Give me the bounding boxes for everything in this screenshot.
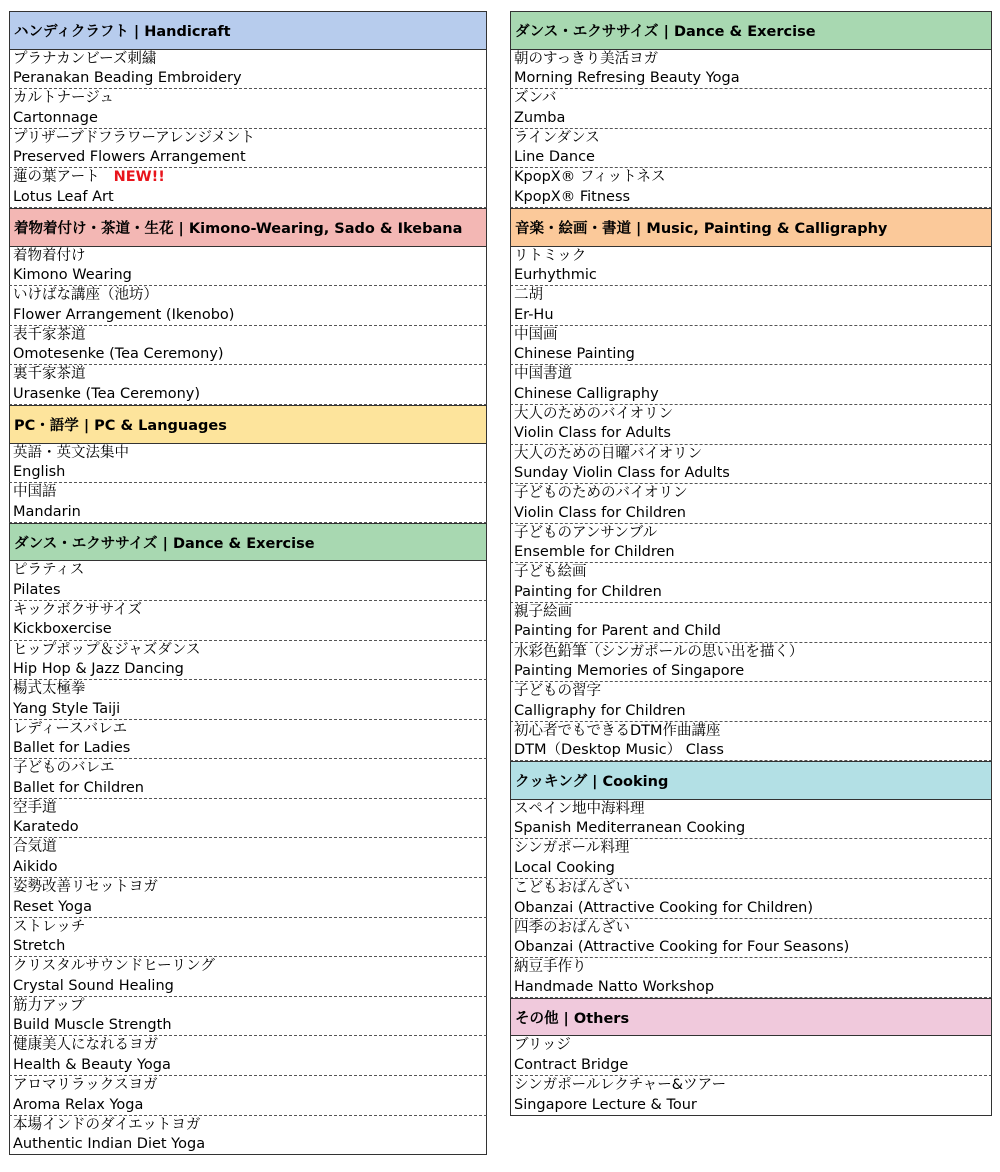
left-column bbox=[9, 11, 487, 1155]
course-name-en: Reset Yoga bbox=[13, 898, 93, 915]
course-item bbox=[9, 247, 487, 287]
course-name-en: Urasenke (Tea Ceremony) bbox=[13, 385, 201, 402]
course-name-jp bbox=[13, 838, 486, 858]
section-header-music-painting-calligraphy: 音楽・絵画・書道 | Music, Painting & Calligraphy bbox=[510, 208, 992, 247]
course-name-jp-text: キックボクササイズ bbox=[13, 601, 143, 618]
course-name-jp-text: 初心者でもできるDTM作曲講座 bbox=[514, 722, 721, 739]
course-name-jp-text: アロマリラックスヨガ bbox=[13, 1077, 158, 1094]
course-name-en: Violin Class for Children bbox=[514, 504, 686, 521]
course-name-jp bbox=[13, 129, 486, 149]
course-name-jp bbox=[13, 997, 486, 1017]
course-name-jp-text: 子どものアンサンブル bbox=[514, 524, 658, 541]
course-name-jp-text: いけばな講座（池坊） bbox=[13, 287, 158, 304]
course-item bbox=[9, 601, 487, 641]
course-name-jp-text: 中国語 bbox=[13, 484, 57, 501]
course-name-en: Kimono Wearing bbox=[13, 267, 132, 284]
course-name-en: Stretch bbox=[13, 938, 66, 955]
course-name-jp bbox=[514, 1076, 991, 1096]
course-name-jp-text: 子どものバレエ bbox=[13, 760, 115, 777]
course-item bbox=[510, 286, 992, 326]
course-item bbox=[9, 799, 487, 839]
course-name-jp-text: 合気道 bbox=[13, 839, 57, 856]
course-name-jp bbox=[514, 168, 991, 188]
course-name-jp-text: 親子絵画 bbox=[514, 603, 572, 620]
course-name-en: Build Muscle Strength bbox=[13, 1017, 172, 1034]
course-item bbox=[510, 168, 992, 208]
course-item bbox=[510, 603, 992, 643]
course-name-jp-text: 蓮の葉アート bbox=[13, 169, 100, 186]
course-name-jp-text: 二胡 bbox=[514, 287, 543, 304]
course-name-en: Singapore Lecture & Tour bbox=[514, 1096, 697, 1113]
course-item bbox=[510, 722, 992, 762]
course-item bbox=[510, 524, 992, 564]
course-name-jp bbox=[13, 561, 486, 581]
course-name-en: Obanzai (Attractive Cooking for Children) bbox=[514, 899, 813, 916]
course-item bbox=[9, 838, 487, 878]
course-name-en: Sunday Violin Class for Adults bbox=[514, 465, 730, 482]
course-name-jp bbox=[13, 601, 486, 621]
course-name-jp bbox=[514, 365, 991, 385]
course-name-jp bbox=[514, 643, 991, 663]
course-name-jp bbox=[13, 641, 486, 661]
course-item bbox=[510, 1076, 992, 1116]
course-item bbox=[510, 800, 992, 840]
course-name-en: Crystal Sound Healing bbox=[13, 977, 174, 994]
course-name-jp bbox=[13, 918, 486, 938]
course-name-jp-text: 大人のためのバイオリン bbox=[514, 405, 674, 422]
course-name-jp-text: 健康美人になれるヨガ bbox=[13, 1037, 158, 1054]
course-item bbox=[9, 326, 487, 366]
course-item bbox=[9, 918, 487, 958]
course-name-jp bbox=[13, 444, 486, 464]
course-name-en: Ballet for Children bbox=[13, 779, 144, 796]
course-item bbox=[9, 1116, 487, 1156]
course-name-en: Flower Arrangement (Ikenobo) bbox=[13, 306, 235, 323]
course-name-jp-text: 中国書道 bbox=[514, 366, 572, 383]
course-name-en: Painting for Parent and Child bbox=[514, 623, 721, 640]
course-name-jp bbox=[514, 800, 991, 820]
course-name-jp bbox=[13, 326, 486, 346]
course-name-en: Eurhythmic bbox=[514, 267, 597, 284]
section-header-dance-exercise: ダンス・エクササイズ | Dance & Exercise bbox=[9, 523, 487, 562]
course-item bbox=[9, 129, 487, 169]
right-column bbox=[510, 11, 992, 1116]
course-name-jp bbox=[13, 680, 486, 700]
course-name-en: Contract Bridge bbox=[514, 1056, 629, 1073]
course-name-jp bbox=[13, 168, 486, 188]
course-name-en: Preserved Flowers Arrangement bbox=[13, 149, 246, 166]
course-item bbox=[510, 445, 992, 485]
course-name-jp-text: レディースバレエ bbox=[13, 720, 128, 737]
course-name-en: Painting Memories of Singapore bbox=[514, 663, 745, 679]
course-name-jp bbox=[514, 919, 991, 939]
course-name-jp-text: 本場インドのダイエットヨガ bbox=[13, 1116, 201, 1133]
course-item bbox=[9, 483, 487, 523]
course-name-en: Aikido bbox=[13, 858, 58, 875]
course-name-en: Lotus Leaf Art bbox=[13, 188, 114, 205]
course-name-jp bbox=[13, 878, 486, 898]
course-name-jp bbox=[514, 1036, 991, 1056]
course-name-en: Er-Hu bbox=[514, 306, 554, 323]
course-name-en: Pilates bbox=[13, 581, 61, 598]
course-name-jp bbox=[13, 799, 486, 819]
course-name-en: Chinese Painting bbox=[514, 346, 635, 363]
course-name-jp bbox=[13, 759, 486, 779]
course-name-jp bbox=[13, 957, 486, 977]
course-name-en: Kickboxercise bbox=[13, 621, 112, 638]
course-name-jp bbox=[514, 129, 991, 149]
course-name-jp bbox=[13, 365, 486, 385]
course-name-jp-text: 裏千家茶道 bbox=[13, 366, 86, 383]
course-item bbox=[9, 641, 487, 681]
course-item bbox=[510, 129, 992, 169]
course-item bbox=[9, 680, 487, 720]
course-name-en: KpopX® Fitness bbox=[514, 188, 631, 205]
course-name-jp bbox=[514, 722, 991, 742]
course-item bbox=[9, 50, 487, 90]
course-item bbox=[510, 405, 992, 445]
course-name-jp-text: スペイン地中海料理 bbox=[514, 800, 645, 817]
course-name-jp-text: 姿勢改善リセットヨガ bbox=[13, 879, 158, 896]
course-item bbox=[510, 879, 992, 919]
course-item bbox=[9, 89, 487, 129]
course-name-jp-text: ラインダンス bbox=[514, 129, 600, 146]
course-item bbox=[9, 286, 487, 326]
course-name-en: Hip Hop & Jazz Dancing bbox=[13, 661, 184, 677]
course-item bbox=[510, 839, 992, 879]
course-name-jp-text: 子どものためのバイオリン bbox=[514, 485, 688, 502]
course-name-jp bbox=[13, 247, 486, 267]
course-name-jp-text: KpopX® フィットネス bbox=[514, 169, 666, 186]
course-item bbox=[510, 89, 992, 129]
course-name-jp-text: こどもおばんざい bbox=[514, 880, 630, 897]
course-name-en: Peranakan Beading Embroidery bbox=[13, 70, 242, 87]
course-item bbox=[9, 1076, 487, 1116]
course-name-jp-text: プリザーブドフラワーアレンジメント bbox=[13, 129, 256, 146]
course-name-en: Zumba bbox=[514, 109, 566, 126]
course-name-en: Obanzai (Attractive Cooking for Four Seasons) bbox=[514, 939, 850, 956]
course-name-jp bbox=[514, 879, 991, 899]
course-name-en: Line Dance bbox=[514, 149, 595, 166]
course-name-en: Chinese Calligraphy bbox=[514, 385, 659, 402]
course-name-jp-text: 中国画 bbox=[514, 326, 558, 343]
course-name-jp bbox=[514, 484, 991, 504]
course-name-jp-text: リトミック bbox=[514, 247, 587, 264]
course-name-jp bbox=[13, 483, 486, 503]
section-header-pc-languages: PC・語学 | PC & Languages bbox=[9, 405, 487, 444]
course-name-jp-text: 四季のおばんざい bbox=[514, 919, 630, 936]
course-name-en: Yang Style Taiji bbox=[13, 700, 121, 717]
course-name-en: Calligraphy for Children bbox=[514, 702, 686, 719]
course-item bbox=[510, 563, 992, 603]
course-name-jp bbox=[13, 286, 486, 306]
course-name-en: Karatedo bbox=[13, 819, 79, 836]
course-name-jp bbox=[514, 286, 991, 306]
course-name-jp-text: ストレッチ bbox=[13, 918, 86, 935]
section-header-handicraft: ハンディクラフト | Handicraft bbox=[9, 11, 487, 50]
course-name-jp bbox=[514, 247, 991, 267]
course-item bbox=[510, 643, 992, 683]
course-name-jp-text: 英語・英文法集中 bbox=[13, 444, 129, 461]
course-name-jp-text: 子どもの習字 bbox=[514, 683, 601, 700]
course-name-jp bbox=[514, 563, 991, 583]
course-name-jp-text: 筋力アップ bbox=[13, 997, 85, 1014]
course-item bbox=[510, 326, 992, 366]
course-name-jp-text: 表千家茶道 bbox=[13, 326, 86, 343]
course-name-jp-text: 空手道 bbox=[13, 799, 57, 816]
course-name-jp-text: ズンバ bbox=[514, 90, 557, 107]
course-name-jp-text: 朝のすっきり美活ヨガ bbox=[514, 50, 659, 67]
course-name-en: Authentic Indian Diet Yoga bbox=[13, 1136, 206, 1153]
course-item bbox=[510, 50, 992, 90]
course-name-jp bbox=[514, 326, 991, 346]
course-name-en: Omotesenke (Tea Ceremony) bbox=[13, 346, 224, 363]
section-header-kimono-wearing-sado-ikebana: 着物着付け・茶道・生花 | Kimono-Wearing, Sado & Ikebana bbox=[9, 208, 487, 247]
course-name-en: Morning Refresing Beauty Yoga bbox=[514, 70, 740, 87]
new-badge: NEW!! bbox=[113, 169, 165, 186]
course-name-jp bbox=[13, 50, 486, 70]
course-item bbox=[510, 919, 992, 959]
course-item bbox=[510, 682, 992, 722]
course-name-jp-text: カルトナージュ bbox=[13, 90, 114, 107]
course-item bbox=[9, 1036, 487, 1076]
course-item bbox=[510, 365, 992, 405]
course-name-en: Mandarin bbox=[13, 503, 81, 520]
course-name-jp bbox=[514, 524, 991, 544]
section-header-dance-exercise: ダンス・エクササイズ | Dance & Exercise bbox=[510, 11, 992, 50]
course-name-en: Ballet for Ladies bbox=[13, 740, 131, 757]
course-name-en: English bbox=[13, 464, 66, 481]
course-name-jp-text: クリスタルサウンドヒーリング bbox=[13, 958, 215, 975]
course-name-en: Handmade Natto Workshop bbox=[514, 978, 715, 995]
course-name-en: Painting for Children bbox=[514, 583, 662, 600]
course-name-jp bbox=[514, 682, 991, 702]
section-header-cooking: クッキング | Cooking bbox=[510, 761, 992, 800]
course-name-en: Cartonnage bbox=[13, 109, 98, 126]
course-name-jp-text: 納豆手作り bbox=[514, 959, 587, 976]
course-item bbox=[9, 365, 487, 405]
course-name-jp-text: 水彩色鉛筆（シンガポールの思い出を描く） bbox=[514, 643, 804, 660]
course-name-en: Spanish Mediterranean Cooking bbox=[514, 820, 746, 837]
course-name-en: Aroma Relax Yoga bbox=[13, 1096, 144, 1113]
course-item bbox=[9, 997, 487, 1037]
course-name-jp bbox=[514, 603, 991, 623]
section-header-others: その他 | Others bbox=[510, 998, 992, 1037]
course-item bbox=[9, 720, 487, 760]
course-name-jp bbox=[514, 89, 991, 109]
course-name-jp bbox=[514, 50, 991, 70]
course-name-jp bbox=[13, 89, 486, 109]
course-item bbox=[9, 878, 487, 918]
course-name-jp bbox=[13, 1116, 486, 1136]
course-name-jp-text: 子ども絵画 bbox=[514, 564, 587, 581]
course-item bbox=[510, 247, 992, 287]
course-name-jp bbox=[13, 1076, 486, 1096]
course-name-jp-text: シンガポール料理 bbox=[514, 840, 630, 857]
course-name-jp-text: ピラティス bbox=[13, 562, 85, 579]
course-name-en: Local Cooking bbox=[514, 859, 615, 876]
course-name-jp bbox=[13, 1036, 486, 1056]
course-name-jp bbox=[514, 839, 991, 859]
course-name-en: Violin Class for Adults bbox=[514, 425, 671, 442]
course-name-jp-text: 楊式太極拳 bbox=[13, 681, 86, 698]
course-name-jp-text: ブリッジ bbox=[514, 1037, 571, 1054]
course-name-jp-text: 着物着付け bbox=[13, 247, 86, 264]
course-name-jp-text: プラナカンビーズ刺繍 bbox=[13, 50, 157, 67]
course-item bbox=[510, 1036, 992, 1076]
course-name-en: Health & Beauty Yoga bbox=[13, 1056, 171, 1073]
course-name-jp bbox=[13, 720, 486, 740]
course-item bbox=[510, 958, 992, 998]
course-item bbox=[9, 168, 487, 208]
course-name-jp bbox=[514, 405, 991, 425]
course-item bbox=[9, 759, 487, 799]
course-name-en: DTM（Desktop Music） Class bbox=[514, 742, 724, 759]
course-item bbox=[510, 484, 992, 524]
course-name-jp bbox=[514, 445, 991, 465]
course-name-jp bbox=[514, 958, 991, 978]
course-item bbox=[9, 957, 487, 997]
course-name-jp-text: 大人のための日曜バイオリン bbox=[514, 445, 703, 462]
course-name-jp-text: ヒップポップ＆ジャズダンス bbox=[13, 641, 201, 658]
course-name-en: Ensemble for Children bbox=[514, 544, 675, 561]
course-item bbox=[9, 444, 487, 484]
course-item bbox=[9, 561, 487, 601]
course-name-jp-text: シンガポールレクチャー&ツアー bbox=[514, 1077, 727, 1094]
